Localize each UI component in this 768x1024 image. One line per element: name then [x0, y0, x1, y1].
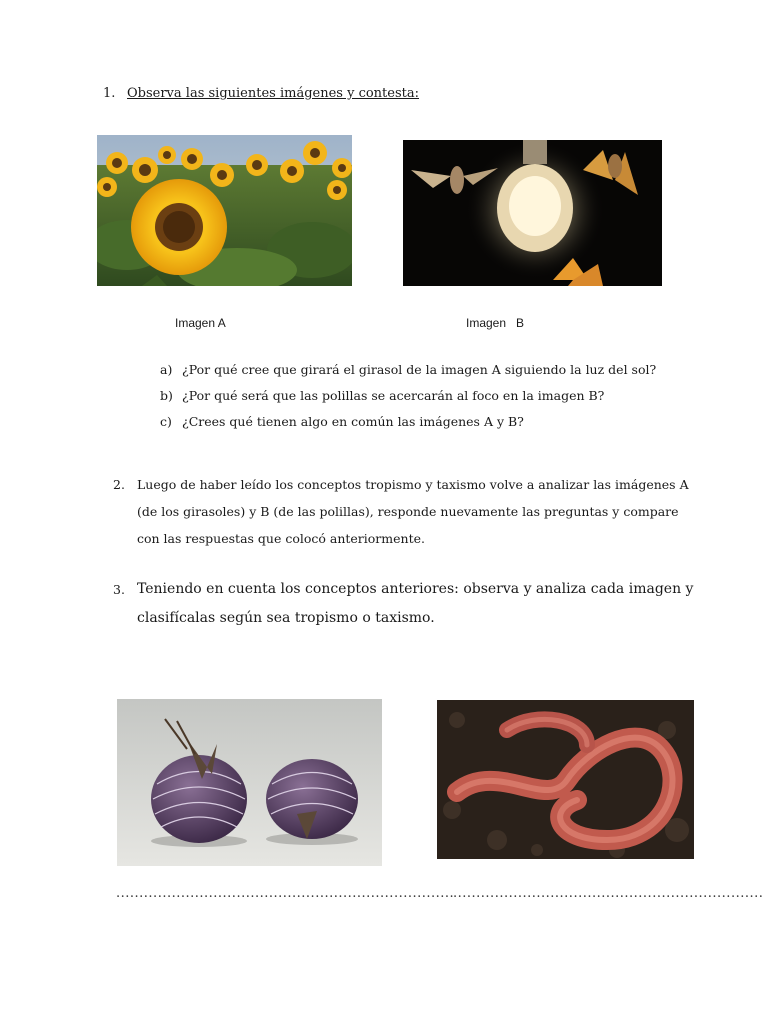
question-number: 2. [113, 477, 125, 492]
sub-question [160, 357, 656, 383]
sub-question-list [160, 357, 656, 435]
question-1 [103, 86, 419, 101]
question-line: Luego de haber leído los conceptos tropismo y taxismo volve a analizar las imágenes A [137, 477, 689, 492]
question-line: con las respuestas que colocó anteriormente. [137, 531, 425, 546]
question-number: 1. [103, 86, 116, 101]
question-prompt: Observa las siguientes imágenes y contesta: [127, 86, 419, 101]
sub-question-text: ¿Por qué cree que girará el girasol de la imagen A siguiendo la luz del sol? [182, 362, 657, 377]
sub-question [160, 409, 656, 435]
answer-line-right[interactable]: ................................................................... [453, 886, 764, 901]
sub-question-letter: c) [160, 414, 172, 429]
sunflower-image [97, 135, 352, 286]
question-number: 3. [113, 582, 125, 597]
sub-question [160, 383, 656, 409]
sub-question-letter: a) [160, 362, 173, 377]
moths-lightbulb-image [403, 140, 662, 286]
pill-bug-image [117, 699, 382, 866]
question-line: (de los girasoles) y B (de las polillas), responde nuevamente las preguntas y compare [137, 504, 679, 519]
question-line: Teniendo en cuenta los conceptos anteriores: observa y analiza cada imagen y [137, 581, 694, 597]
question-2 [113, 471, 689, 552]
sub-question-text: ¿Crees qué tienen algo en común las imágenes A y B? [182, 414, 524, 429]
caption-image-a: Imagen A [175, 316, 226, 330]
sub-question-letter: b) [160, 388, 173, 403]
earthworm-image [437, 700, 694, 859]
caption-image-b: Imagen B [466, 316, 525, 330]
question-line: clasifícalas según sea tropismo o taxismo. [137, 610, 435, 626]
sub-question-text: ¿Por qué será que las polillas se acercarán al foco en la imagen B? [182, 388, 605, 403]
answer-line-left[interactable]: ......................................................................... [116, 886, 455, 901]
question-3 [113, 575, 694, 633]
